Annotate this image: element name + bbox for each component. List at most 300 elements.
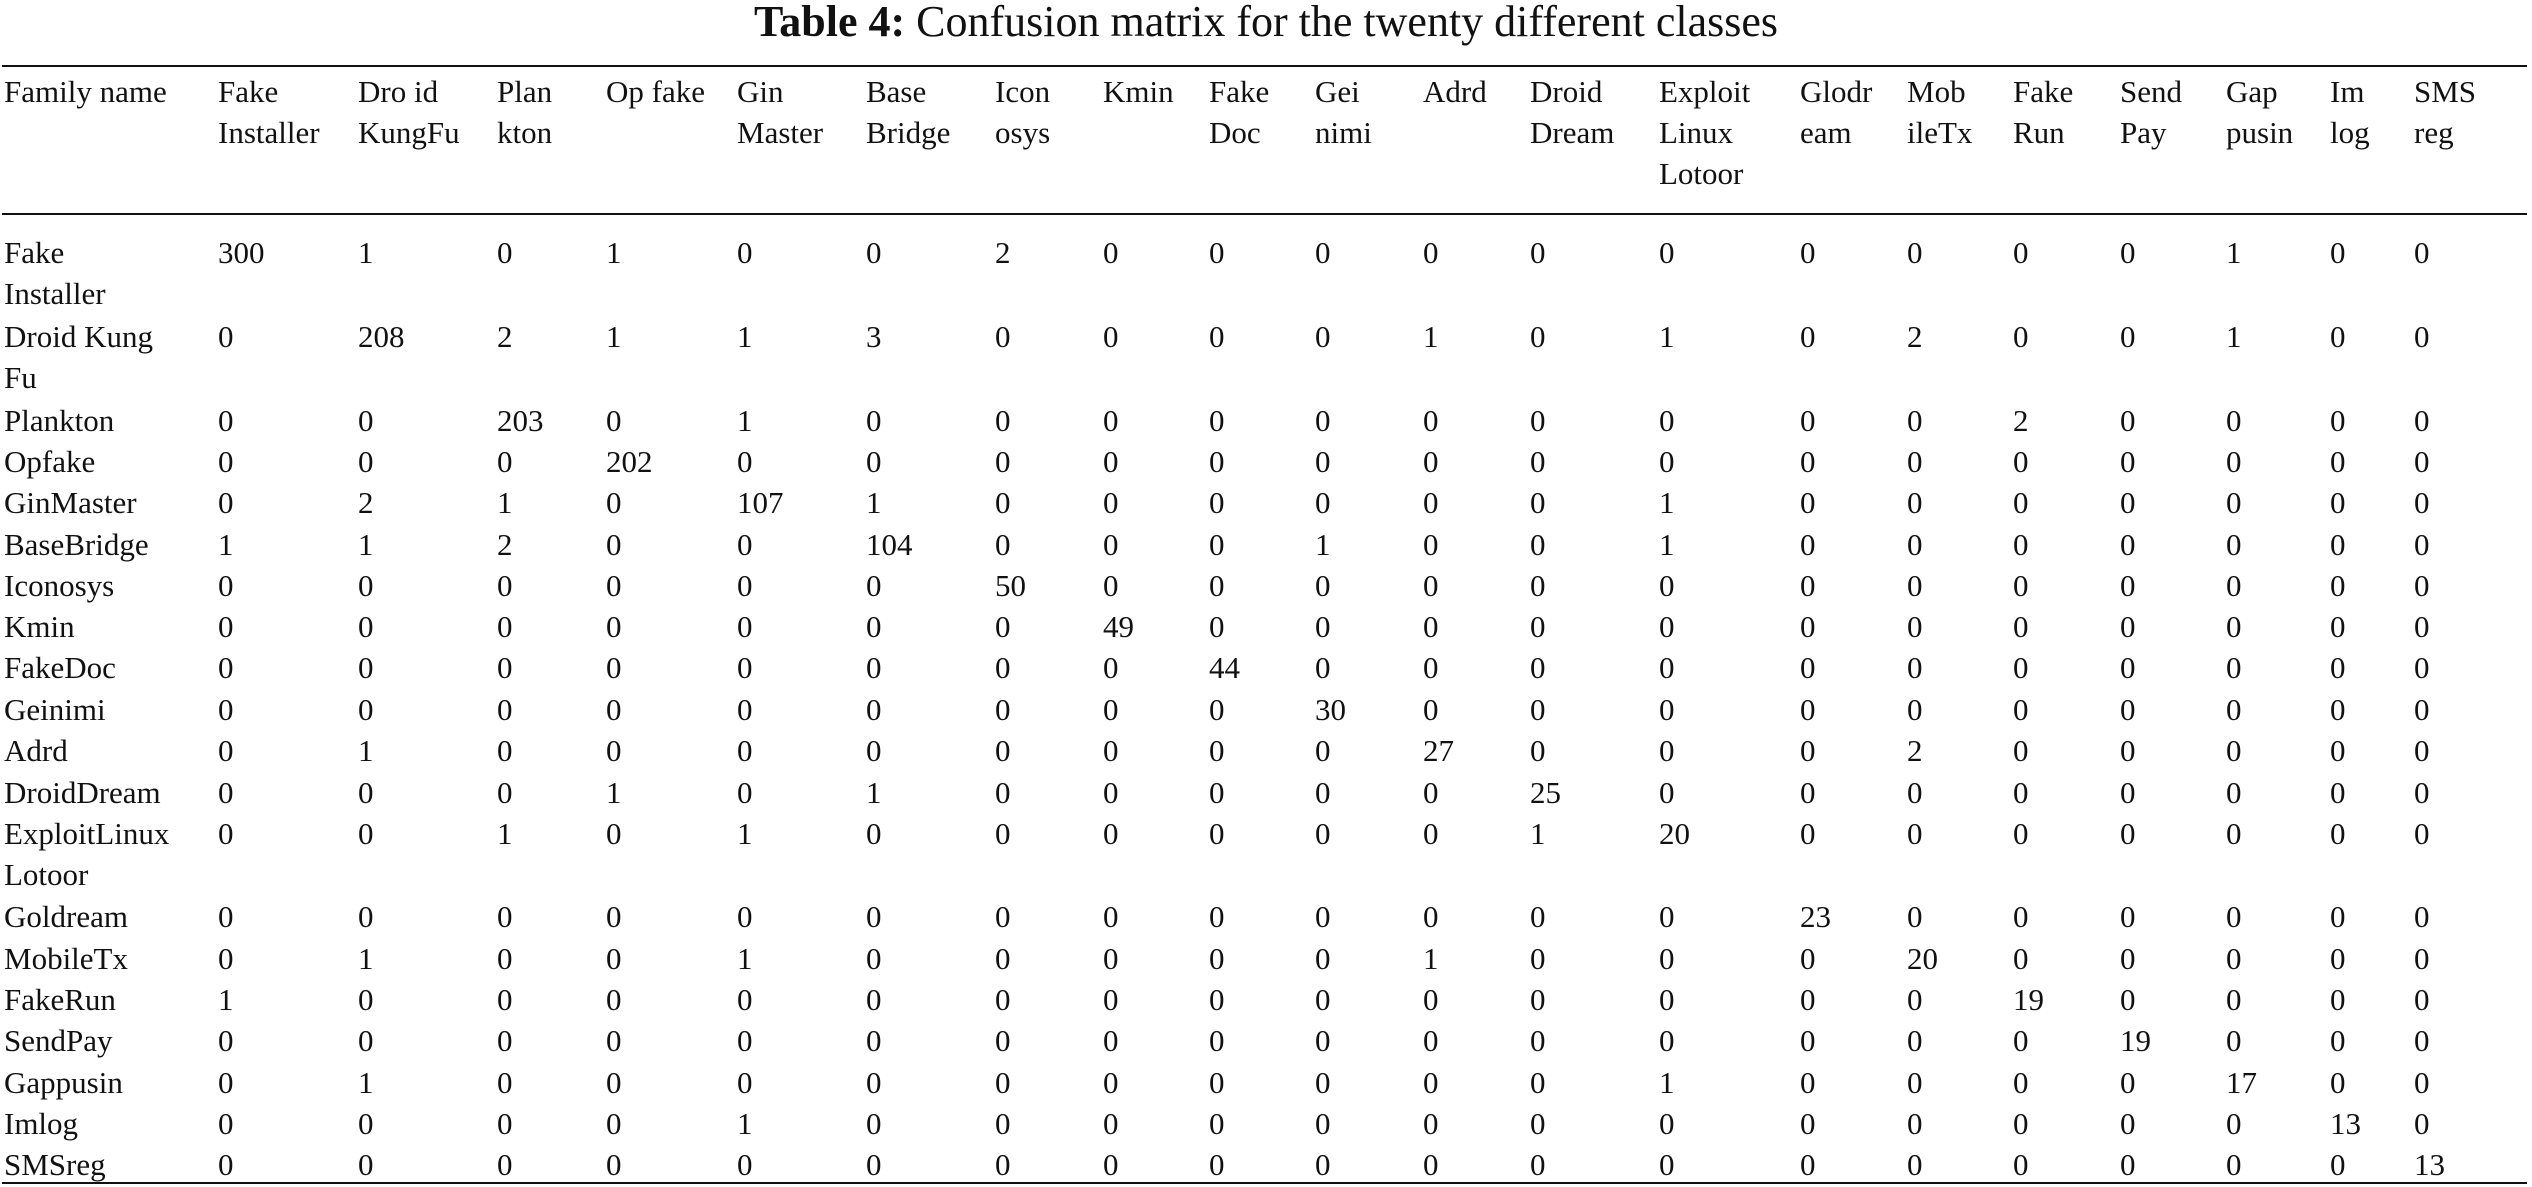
table-cell: 19 [2013, 982, 2044, 1017]
table-cell: 0 [358, 692, 374, 727]
table-cell: 0 [1423, 982, 1439, 1017]
column-header-line: Installer [218, 115, 320, 150]
row-label-line: DroidDream [4, 775, 161, 810]
table-cell: 0 [1800, 527, 1816, 562]
table-cell: 0 [2330, 485, 2346, 520]
table-cell: 0 [1423, 485, 1439, 520]
table-cell: 0 [2330, 609, 2346, 644]
table-cell: 0 [2226, 1147, 2242, 1182]
table-cell: 0 [497, 775, 513, 810]
table-cell: 0 [497, 941, 513, 976]
column-header-line: ileTx [1907, 115, 1973, 150]
row-label [4, 938, 128, 979]
table-cell: 0 [1530, 403, 1546, 438]
table-cell: 0 [1907, 1147, 1923, 1182]
table-cell: 1 [358, 941, 374, 976]
table-cell: 0 [1209, 527, 1225, 562]
row-label-line: Opfake [4, 444, 96, 479]
table-cell: 0 [1209, 899, 1225, 934]
table-cell: 0 [2330, 1065, 2346, 1100]
table-cell: 0 [2226, 1106, 2242, 1141]
table-cell: 0 [2013, 733, 2029, 768]
table-cell: 300 [218, 235, 265, 270]
table-cell: 0 [1659, 941, 1675, 976]
column-header-line: Base [866, 74, 927, 109]
table-cell: 0 [1907, 403, 1923, 438]
table-cell: 0 [1800, 1147, 1816, 1182]
table-cell: 0 [1103, 1023, 1119, 1058]
table-cell: 0 [995, 1147, 1011, 1182]
table-cell: 0 [1209, 982, 1225, 1017]
table-cell: 0 [1209, 941, 1225, 976]
table-cell: 0 [2414, 816, 2430, 851]
column-header-line: reg [2414, 115, 2454, 150]
table-cell: 0 [1530, 527, 1546, 562]
table-cell: 0 [1315, 982, 1331, 1017]
table-cell: 0 [1907, 982, 1923, 1017]
row-label-line: Imlog [4, 1106, 79, 1141]
table-cell: 0 [2226, 733, 2242, 768]
table-cell: 0 [497, 609, 513, 644]
table-cell: 0 [2414, 899, 2430, 934]
table-cell: 0 [2013, 235, 2029, 270]
column-header-line: kton [497, 115, 553, 150]
table-cell: 0 [2226, 816, 2242, 851]
table-cell: 1 [866, 485, 882, 520]
table-cell: 0 [995, 775, 1011, 810]
table-cell: 0 [866, 650, 882, 685]
table-cell: 0 [1800, 982, 1816, 1017]
table-cell: 0 [2330, 899, 2346, 934]
table-cell: 0 [1659, 235, 1675, 270]
table-cell: 0 [1209, 1147, 1225, 1182]
row-label-line: Plankton [4, 403, 115, 438]
table-cell: 0 [1800, 816, 1816, 851]
table-cell: 0 [1103, 1106, 1119, 1141]
table-cell: 0 [2414, 527, 2430, 562]
table-cell: 0 [866, 1106, 882, 1141]
table-cell: 0 [2226, 609, 2242, 644]
table-cell: 0 [358, 899, 374, 934]
table-cell: 0 [2330, 982, 2346, 1017]
table-cell: 0 [218, 319, 234, 354]
table-cell: 0 [2013, 568, 2029, 603]
table-cell: 0 [1209, 1106, 1225, 1141]
column-header-line: Master [737, 115, 824, 150]
table-cell: 107 [737, 485, 784, 520]
column-header [866, 71, 950, 153]
table-cell: 0 [737, 235, 753, 270]
row-label-line: Gappusin [4, 1065, 123, 1100]
table-cell: 0 [737, 733, 753, 768]
column-header-line: Op fake [606, 74, 705, 109]
column-header-line: Mob [1907, 74, 1966, 109]
table-cell: 0 [218, 1065, 234, 1100]
table-cell: 0 [1209, 568, 1225, 603]
table-cell: 0 [995, 609, 1011, 644]
table-cell: 0 [1423, 609, 1439, 644]
table-cell: 0 [497, 899, 513, 934]
row-label [4, 524, 149, 565]
table-cell: 0 [606, 1106, 622, 1141]
table-cell: 0 [1800, 319, 1816, 354]
table-cell: 0 [1907, 899, 1923, 934]
table-cell: 0 [1800, 941, 1816, 976]
table-cell: 1 [358, 733, 374, 768]
table-cell: 0 [1530, 319, 1546, 354]
column-header [606, 71, 705, 112]
table-cell: 1 [737, 816, 753, 851]
table-cell: 0 [2120, 692, 2136, 727]
table-cell: 1 [1659, 527, 1675, 562]
table-cell: 0 [2330, 692, 2346, 727]
table-cell: 0 [866, 568, 882, 603]
table-cell: 0 [866, 816, 882, 851]
table-cell: 0 [2013, 1023, 2029, 1058]
row-label-line: Adrd [4, 733, 68, 768]
table-cell: 0 [737, 1023, 753, 1058]
table-cell: 0 [2330, 235, 2346, 270]
table-cell: 0 [1103, 235, 1119, 270]
table-cell: 0 [1209, 403, 1225, 438]
table-cell: 0 [1315, 235, 1331, 270]
table-cell: 0 [2013, 775, 2029, 810]
table-cell: 1 [358, 527, 374, 562]
row-label [4, 1020, 113, 1061]
table-cell: 0 [2013, 609, 2029, 644]
table-cell: 0 [1315, 775, 1331, 810]
table-cell: 0 [218, 941, 234, 976]
table-cell: 0 [2414, 982, 2430, 1017]
row-label-line: Goldream [4, 899, 128, 934]
table-cell: 0 [1800, 775, 1816, 810]
table-cell: 0 [218, 1147, 234, 1182]
table-cell: 20 [1907, 941, 1938, 976]
table-cell: 0 [737, 1065, 753, 1100]
table-cell: 0 [1315, 899, 1331, 934]
table-cell: 0 [2120, 941, 2136, 976]
table-cell: 202 [606, 444, 653, 479]
column-header-line: nimi [1315, 115, 1372, 150]
table-cell: 0 [1103, 650, 1119, 685]
column-header [218, 71, 320, 153]
column-header [995, 71, 1050, 153]
table-cell: 0 [2013, 899, 2029, 934]
table-cell: 0 [497, 650, 513, 685]
column-header [1659, 71, 1750, 194]
table-cell: 0 [2226, 899, 2242, 934]
table-cell: 0 [995, 899, 1011, 934]
table-cell: 2 [497, 527, 513, 562]
row-label [4, 606, 75, 647]
table-cell: 0 [2330, 941, 2346, 976]
table-cell: 0 [2226, 775, 2242, 810]
table-cell: 0 [1907, 1106, 1923, 1141]
table-cell: 0 [218, 444, 234, 479]
table-cell: 0 [1423, 235, 1439, 270]
table-cell: 0 [2013, 1065, 2029, 1100]
table-cell: 0 [218, 692, 234, 727]
column-header [2414, 71, 2476, 153]
column-header [1530, 71, 1614, 153]
column-header [2013, 71, 2073, 153]
table-cell: 30 [1315, 692, 1346, 727]
table-cell: 0 [2120, 1106, 2136, 1141]
column-header [497, 71, 552, 153]
table-cell: 0 [1315, 1106, 1331, 1141]
table-cell: 0 [1103, 899, 1119, 934]
column-header-line: Icon [995, 74, 1051, 109]
table-cell: 0 [1907, 568, 1923, 603]
table-cell: 0 [1315, 941, 1331, 976]
table-cell: 0 [2120, 319, 2136, 354]
table-cell: 0 [2120, 609, 2136, 644]
table-cell: 0 [1530, 650, 1546, 685]
column-header-line: Lotoor [1659, 156, 1744, 191]
table-cell: 0 [2120, 899, 2136, 934]
table-cell: 0 [2414, 319, 2430, 354]
table-cell: 1 [737, 403, 753, 438]
table-cell: 0 [995, 692, 1011, 727]
column-header-line: KungFu [358, 115, 460, 150]
table-cell: 0 [218, 609, 234, 644]
column-header-line: log [2330, 115, 2370, 150]
row-label [4, 647, 116, 688]
table-cell: 0 [1103, 485, 1119, 520]
table-cell: 0 [1423, 1023, 1439, 1058]
table-caption-text: Confusion matrix for the twenty different classes [916, 0, 1779, 46]
column-header-line: Im [2330, 74, 2365, 109]
table-cell: 0 [2414, 775, 2430, 810]
table-cell: 0 [1659, 1106, 1675, 1141]
table-cell: 0 [218, 733, 234, 768]
table-cell: 0 [1103, 568, 1119, 603]
row-label [4, 316, 153, 398]
table-cell: 0 [995, 1065, 1011, 1100]
row-label [4, 1062, 123, 1103]
table-cell: 1 [358, 235, 374, 270]
table-cell: 0 [2013, 816, 2029, 851]
table-cell: 0 [2120, 775, 2136, 810]
table-cell: 0 [2013, 650, 2029, 685]
row-label [4, 689, 106, 730]
table-cell: 0 [1103, 444, 1119, 479]
table-cell: 0 [606, 485, 622, 520]
table-cell: 1 [218, 527, 234, 562]
table-cell: 0 [2226, 403, 2242, 438]
table-cell: 0 [1423, 1065, 1439, 1100]
row-label-line: Installer [4, 276, 106, 311]
table-cell: 1 [497, 816, 513, 851]
table-cell: 0 [866, 982, 882, 1017]
table-caption-label: Table 4: [753, 0, 906, 46]
table-cell: 0 [358, 650, 374, 685]
table-cell: 0 [1315, 609, 1331, 644]
table-cell: 0 [1659, 444, 1675, 479]
column-header-line: Droid [1530, 74, 1603, 109]
table-cell: 0 [1530, 1065, 1546, 1100]
table-cell: 0 [1659, 403, 1675, 438]
column-header [2330, 71, 2370, 153]
table-cell: 0 [358, 1023, 374, 1058]
column-header-line: Kmin [1103, 74, 1174, 109]
table-cell: 0 [497, 1023, 513, 1058]
row-label [4, 813, 169, 895]
table-cell: 0 [2330, 733, 2346, 768]
table-cell: 0 [606, 1147, 622, 1182]
row-label-line: BaseBridge [4, 527, 149, 562]
table-cell: 0 [2120, 444, 2136, 479]
table-cell: 1 [737, 1106, 753, 1141]
table-cell: 0 [497, 444, 513, 479]
table-cell: 0 [2330, 816, 2346, 851]
table-cell: 0 [218, 1023, 234, 1058]
table-cell: 27 [1423, 733, 1454, 768]
row-label [4, 232, 106, 314]
table-cell: 0 [2414, 485, 2430, 520]
table-cell: 0 [2330, 527, 2346, 562]
table-cell: 0 [2414, 650, 2430, 685]
row-label [4, 979, 116, 1020]
column-header-line: Run [2013, 115, 2065, 150]
table-cell: 0 [1530, 444, 1546, 479]
table-cell: 0 [1209, 1065, 1225, 1100]
table-cell: 0 [2120, 485, 2136, 520]
table-cell: 0 [218, 650, 234, 685]
table-cell: 1 [866, 775, 882, 810]
table-cell: 13 [2330, 1106, 2361, 1141]
table-cell: 0 [995, 1023, 1011, 1058]
table-cell: 0 [1530, 692, 1546, 727]
table-cell: 0 [1209, 319, 1225, 354]
table-cell: 0 [1209, 775, 1225, 810]
table-cell: 44 [1209, 650, 1240, 685]
table-caption [0, 0, 2532, 44]
table-cell: 0 [606, 1023, 622, 1058]
column-header-line: Adrd [1423, 74, 1487, 109]
table-cell: 0 [2013, 1147, 2029, 1182]
table-cell: 0 [1659, 609, 1675, 644]
table-top-rule [2, 65, 2527, 67]
table-cell: 0 [1800, 650, 1816, 685]
table-cell: 0 [1907, 816, 1923, 851]
table-cell: 0 [1659, 899, 1675, 934]
table-header-rule [2, 213, 2527, 215]
table-cell: 0 [497, 1147, 513, 1182]
column-header-line: eam [1800, 115, 1852, 150]
table-cell: 0 [2226, 650, 2242, 685]
table-cell: 0 [995, 941, 1011, 976]
table-cell: 0 [2330, 775, 2346, 810]
table-cell: 0 [1907, 692, 1923, 727]
table-cell: 0 [1423, 650, 1439, 685]
table-cell: 0 [2226, 444, 2242, 479]
table-cell: 0 [995, 319, 1011, 354]
table-cell: 0 [1315, 403, 1331, 438]
table-cell: 0 [1423, 816, 1439, 851]
table-cell: 1 [1423, 941, 1439, 976]
table-cell: 0 [1530, 568, 1546, 603]
column-header-line: Gin [737, 74, 784, 109]
table-cell: 0 [358, 403, 374, 438]
column-header-line: Gei [1315, 74, 1360, 109]
table-cell: 0 [1315, 816, 1331, 851]
table-cell: 0 [737, 1147, 753, 1182]
table-cell: 0 [358, 1106, 374, 1141]
table-cell: 0 [2414, 733, 2430, 768]
table-cell: 2 [1907, 319, 1923, 354]
row-label-line: Droid Kung [4, 319, 153, 354]
row-label [4, 1103, 78, 1144]
table-cell: 0 [1907, 527, 1923, 562]
table-cell: 0 [1800, 403, 1816, 438]
table-cell: 0 [1209, 733, 1225, 768]
table-cell: 1 [737, 941, 753, 976]
table-cell: 0 [1423, 1147, 1439, 1182]
table-cell: 0 [1800, 485, 1816, 520]
table-cell: 0 [1315, 1147, 1331, 1182]
table-cell: 0 [2120, 816, 2136, 851]
table-cell: 0 [1423, 527, 1439, 562]
column-header-line: pusin [2226, 115, 2294, 150]
table-cell: 1 [218, 982, 234, 1017]
table-cell: 0 [1103, 941, 1119, 976]
table-cell: 0 [2013, 319, 2029, 354]
table-cell: 0 [737, 527, 753, 562]
table-cell: 0 [358, 444, 374, 479]
table-cell: 49 [1103, 609, 1134, 644]
table-cell: 1 [1315, 527, 1331, 562]
table-cell: 0 [1907, 485, 1923, 520]
table-cell: 0 [1209, 485, 1225, 520]
table-cell: 0 [995, 403, 1011, 438]
table-bottom-rule [2, 1182, 2527, 1184]
column-header-line: Dro id [358, 74, 439, 109]
table-cell: 0 [2120, 650, 2136, 685]
table-cell: 0 [1209, 816, 1225, 851]
table-cell: 0 [866, 1147, 882, 1182]
table-cell: 0 [2226, 527, 2242, 562]
table-cell: 0 [2120, 235, 2136, 270]
table-cell: 1 [1659, 319, 1675, 354]
column-header [1209, 71, 1269, 153]
table-cell: 0 [2414, 692, 2430, 727]
table-cell: 17 [2226, 1065, 2257, 1100]
table-cell: 0 [497, 235, 513, 270]
table-cell: 0 [1800, 692, 1816, 727]
table-cell: 0 [1315, 1065, 1331, 1100]
column-header-line: osys [995, 115, 1051, 150]
table-cell: 0 [737, 650, 753, 685]
column-header-line: Plan [497, 74, 553, 109]
table-cell: 0 [1659, 775, 1675, 810]
table-cell: 0 [737, 775, 753, 810]
table-cell: 0 [2414, 1106, 2430, 1141]
table-cell: 0 [2414, 609, 2430, 644]
table-cell: 0 [1530, 609, 1546, 644]
row-label-line: Lotoor [4, 857, 89, 892]
table-cell: 1 [358, 1065, 374, 1100]
column-header-line: Doc [1209, 115, 1261, 150]
table-cell: 2 [1907, 733, 1923, 768]
column-header [2120, 71, 2182, 153]
table-cell: 0 [2120, 1065, 2136, 1100]
table-cell: 0 [1530, 899, 1546, 934]
table-cell: 0 [606, 1065, 622, 1100]
row-label [4, 441, 95, 482]
table-cell: 0 [606, 403, 622, 438]
table-cell: 0 [2414, 1065, 2430, 1100]
